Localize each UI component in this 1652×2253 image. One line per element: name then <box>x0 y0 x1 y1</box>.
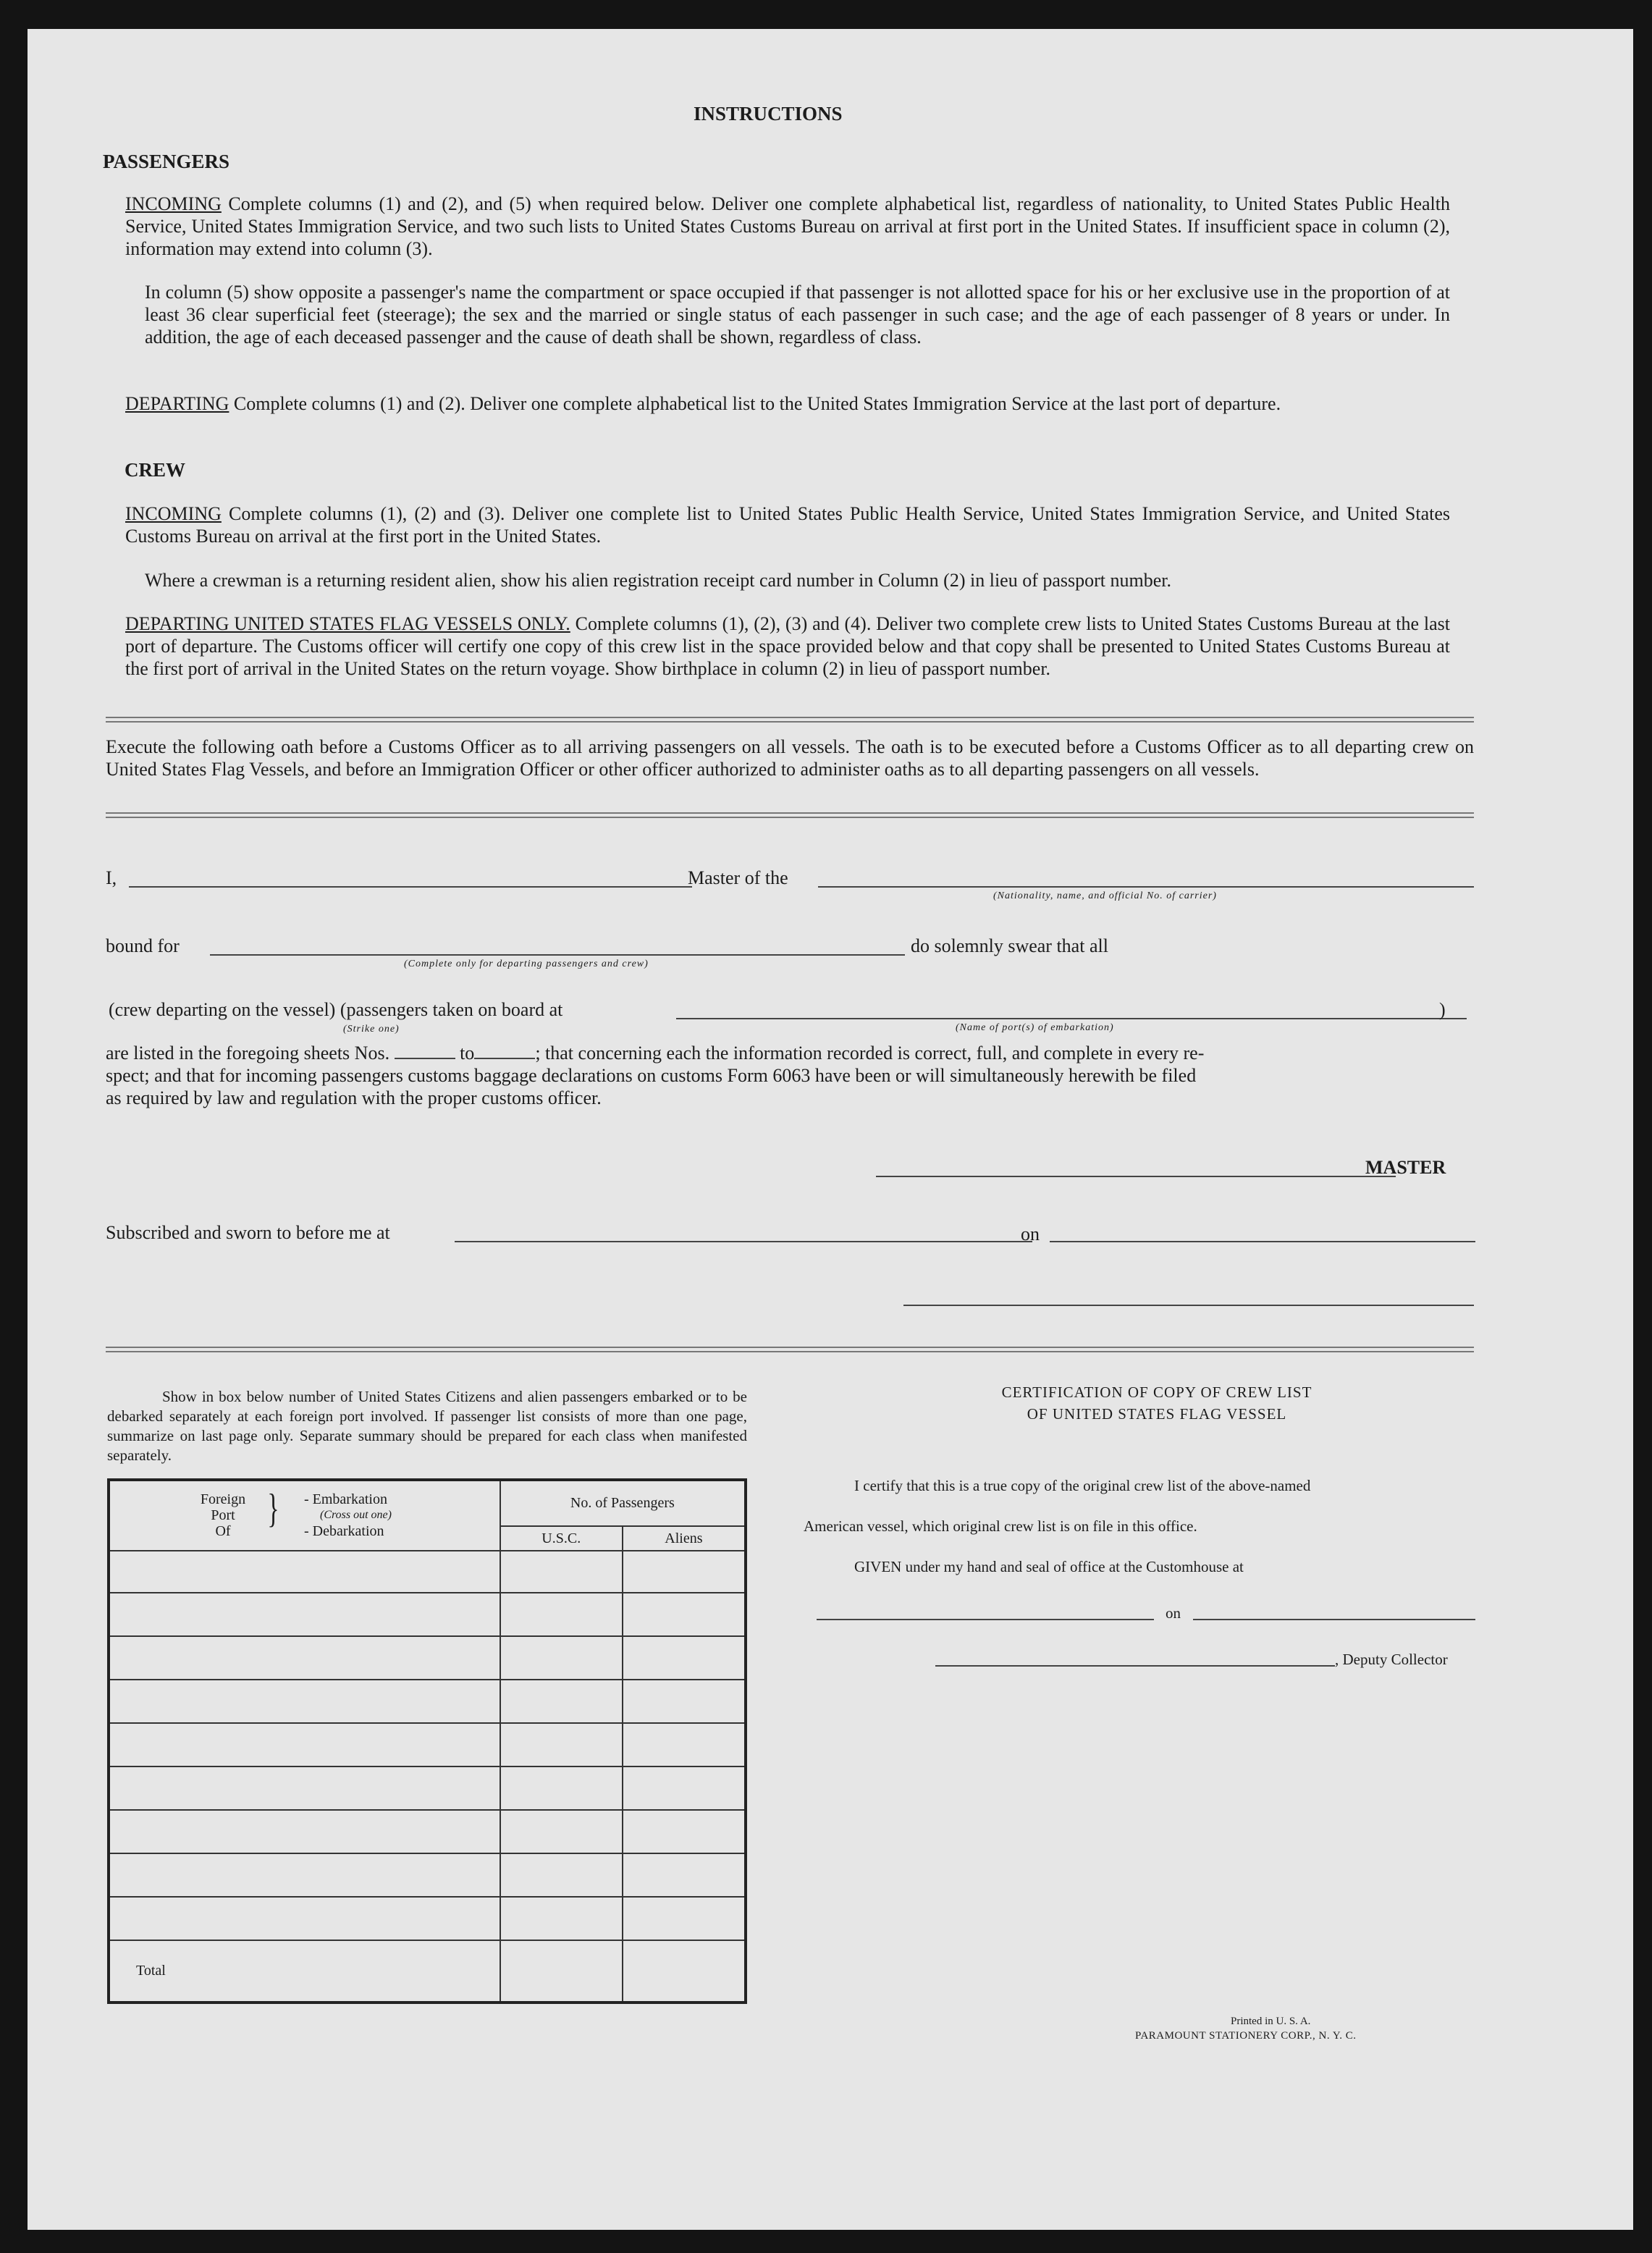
printer-name: PARAMOUNT STATIONERY CORP., N. Y. C. <box>1135 2030 1357 2042</box>
summary-instructions: Show in box below number of United States Citizens and alien passengers embarked or to be debarked separately at each foreign port involved. If passenger list consists of more than one page, summarize on last page only. Separate summary should be prepared for each class when manifested separately. <box>107 1388 747 1464</box>
passengers-heading: PASSENGERS <box>103 151 230 172</box>
officer-signature-field[interactable] <box>903 1305 1474 1306</box>
total-usc-cell[interactable] <box>500 1940 623 2003</box>
crew-incoming-label: INCOMING <box>125 503 222 524</box>
flag-vessels-paragraph <box>125 612 1450 680</box>
ports-field[interactable] <box>676 1018 1467 1019</box>
usc-cell[interactable] <box>500 1680 623 1723</box>
port-cell[interactable] <box>109 1766 500 1810</box>
close-paren: ) <box>1439 999 1446 1020</box>
cert-on-label: on <box>1166 1604 1181 1622</box>
sheet-to-field[interactable] <box>474 1058 535 1059</box>
table-row <box>109 1853 746 1897</box>
port-cell[interactable] <box>109 1551 500 1593</box>
usc-header: U.S.C. <box>500 1526 623 1551</box>
total-label: Total <box>109 1940 500 2003</box>
table-row <box>109 1551 746 1593</box>
port-cell[interactable] <box>109 1636 500 1680</box>
listed-b: ; that concerning each the information recorded is correct, full, and complete in every re- <box>535 1043 1205 1064</box>
table-row <box>109 1723 746 1766</box>
incoming-text: Complete columns (1) and (2), and (5) when required below. Deliver one complete alphabetical list, regardless of nationality, to United States Public Health Service, United States Immigration Service, and two such lists to United States Customs Bureau on arrival at first port in the United States. If insufficient space in column (2), information may extend into column (3). <box>125 193 1451 259</box>
master-of-the-label: Master of the <box>688 867 788 888</box>
incoming-label: INCOMING <box>125 193 222 214</box>
form-page <box>28 29 1633 2230</box>
usc-cell[interactable] <box>500 1636 623 1680</box>
customhouse-field[interactable] <box>817 1619 1154 1620</box>
carrier-field[interactable] <box>818 886 1474 888</box>
passenger-summary-table <box>107 1478 747 2004</box>
departing-text: Complete columns (1) and (2). Deliver one complete alphabetical list to the United States Immigration Service at the last port of departure. <box>233 393 1281 414</box>
flag-label: DEPARTING UNITED STATES FLAG VESSELS ONLY. <box>125 613 570 634</box>
port-cell[interactable] <box>109 1897 500 1940</box>
debarkation-label: - Debarkation <box>304 1523 384 1539</box>
port-cell[interactable] <box>109 1593 500 1636</box>
certify-line-2: American vessel, which original crew list is on file in this office. <box>804 1517 1197 1535</box>
no-passengers-header: No. of Passengers <box>500 1480 746 1526</box>
table-row <box>109 1680 746 1723</box>
cert-date-field[interactable] <box>1193 1619 1475 1620</box>
sheet-from-field[interactable] <box>395 1058 455 1059</box>
usc-cell[interactable] <box>500 1810 623 1853</box>
certification-title <box>940 1381 1374 1425</box>
column5-paragraph: In column (5) show opposite a passenger's name the compartment or space occupied if that passenger is not allotted space for his or her exclusive use in the proportion of at least 36 clear superficial feet (steerage); the sex and the married or single status of each passenger in such case; and the age of each passenger of 8 years or under. In addition, the age of each deceased passenger and the cause of death shall be shown, regardless of class. <box>145 282 1450 348</box>
total-row <box>109 1940 746 2003</box>
aliens-header: Aliens <box>623 1526 746 1551</box>
total-aliens-cell[interactable] <box>623 1940 746 2003</box>
certification-title-line-2: OF UNITED STATES FLAG VESSEL <box>1027 1405 1287 1423</box>
usc-cell[interactable] <box>500 1551 623 1593</box>
port-header-cell <box>109 1480 500 1551</box>
certify-line-1: I certify that this is a true copy of the original crew list of the above-named <box>854 1477 1311 1494</box>
listed-line-2: spect; and that for incoming passengers customs baggage declarations on customs Form 6063 have been or will simultaneously herewith be filed <box>106 1065 1197 1086</box>
table-row <box>109 1593 746 1636</box>
crew-departing-label: (crew departing on the vessel) (passengers taken on board at <box>109 999 563 1020</box>
table-row <box>109 1897 746 1940</box>
given-line: GIVEN under my hand and seal of office at the Customhouse at <box>854 1558 1244 1575</box>
subscribed-label: Subscribed and sworn to before me at <box>106 1222 390 1243</box>
instructions-title: INSTRUCTIONS <box>694 103 843 125</box>
table-row <box>109 1810 746 1853</box>
usc-cell[interactable] <box>500 1723 623 1766</box>
crew-incoming-paragraph <box>125 502 1450 547</box>
port-cell[interactable] <box>109 1680 500 1723</box>
brace-glyph: } <box>267 1486 279 1531</box>
usc-cell[interactable] <box>500 1853 623 1897</box>
passengers-incoming-paragraph <box>125 193 1450 260</box>
port-cell[interactable] <box>109 1853 500 1897</box>
crewman-paragraph: Where a crewman is a returning resident alien, show his alien registration receipt card number in Column (2) in lieu of passport number. <box>145 570 1172 591</box>
master-signature-field[interactable] <box>876 1176 1396 1177</box>
usc-cell[interactable] <box>500 1897 623 1940</box>
aliens-cell[interactable] <box>623 1897 746 1940</box>
oath-intro: Execute the following oath before a Customs Officer as to all arriving passengers on all vessels. The oath is to be executed before a Customs Officer as to all departing crew on United States Flag Vessels, and before an Immigration Officer or other officer authorized to administer oaths as to all departing passengers on all vessels. <box>106 736 1474 780</box>
table-row <box>109 1636 746 1680</box>
bound-for-field[interactable] <box>210 954 905 956</box>
usc-cell[interactable] <box>500 1593 623 1636</box>
sworn-place-field[interactable] <box>455 1241 1032 1242</box>
aliens-cell[interactable] <box>623 1766 746 1810</box>
listed-line-1 <box>106 1043 1204 1064</box>
aliens-cell[interactable] <box>623 1853 746 1897</box>
listed-a: are listed in the foregoing sheets Nos. <box>106 1043 390 1064</box>
i-label: I, <box>106 867 117 888</box>
of-label: Of <box>215 1523 231 1539</box>
aliens-cell[interactable] <box>623 1551 746 1593</box>
deputy-signature-field[interactable] <box>935 1665 1335 1667</box>
deputy-collector-label: , Deputy Collector <box>1335 1651 1448 1668</box>
master-name-field[interactable] <box>129 886 692 888</box>
strike-one-caption: (Strike one) <box>343 1024 400 1035</box>
aliens-cell[interactable] <box>623 1680 746 1723</box>
usc-cell[interactable] <box>500 1766 623 1810</box>
bound-for-caption: (Complete only for departing passengers and crew) <box>404 959 649 969</box>
aliens-cell[interactable] <box>623 1810 746 1853</box>
port-cell[interactable] <box>109 1810 500 1853</box>
sworn-date-field[interactable] <box>1050 1241 1475 1242</box>
departing-label: DEPARTING <box>125 393 229 414</box>
port-label: Port <box>211 1507 235 1523</box>
aliens-cell[interactable] <box>623 1723 746 1766</box>
listed-to: to <box>460 1043 475 1064</box>
master-label: MASTER <box>1365 1157 1446 1178</box>
passengers-departing-paragraph <box>125 392 1450 415</box>
bound-for-label: bound for <box>106 935 180 956</box>
aliens-cell[interactable] <box>623 1636 746 1680</box>
oath-divider <box>106 812 1474 818</box>
crew-heading: CREW <box>125 459 186 481</box>
solemnly-label: do solemnly swear that all <box>911 935 1108 956</box>
aliens-cell[interactable] <box>623 1593 746 1636</box>
listed-line-3: as required by law and regulation with the proper customs officer. <box>106 1087 602 1108</box>
embarkation-label: - Embarkation <box>304 1491 387 1507</box>
crew-incoming-text: Complete columns (1), (2) and (3). Deliver one complete list to United States Public Health Service, United States Immigration Service, and United States Customs Bureau on arrival at the first port in the United States. <box>125 503 1450 547</box>
flag-text: Complete columns (1), (2), (3) and (4). Deliver two complete crew lists to United States Customs Bureau at the last port of departure. The Customs officer will certify one copy of this crew list in the space provided below and that copy shall be presented to United States Customs Bureau at the first port of arrival in the United States on the return voyage. Show birthplace in column (2) in lieu of passport number. <box>125 613 1450 679</box>
sworn-on-label: on <box>1021 1224 1040 1245</box>
certification-title-line-1: CERTIFICATION OF COPY OF CREW LIST <box>1001 1384 1312 1401</box>
cross-out-label: (Cross out one) <box>320 1509 392 1521</box>
ports-caption: (Name of port(s) of embarkation) <box>956 1022 1114 1033</box>
lower-divider <box>106 1347 1474 1352</box>
section-divider <box>106 717 1474 723</box>
port-cell[interactable] <box>109 1723 500 1766</box>
printed-in-usa: Printed in U. S. A. <box>1231 2016 1311 2027</box>
carrier-caption: (Nationality, name, and official No. of carrier) <box>993 890 1217 901</box>
table-row <box>109 1766 746 1810</box>
foreign-label: Foreign <box>200 1491 246 1507</box>
